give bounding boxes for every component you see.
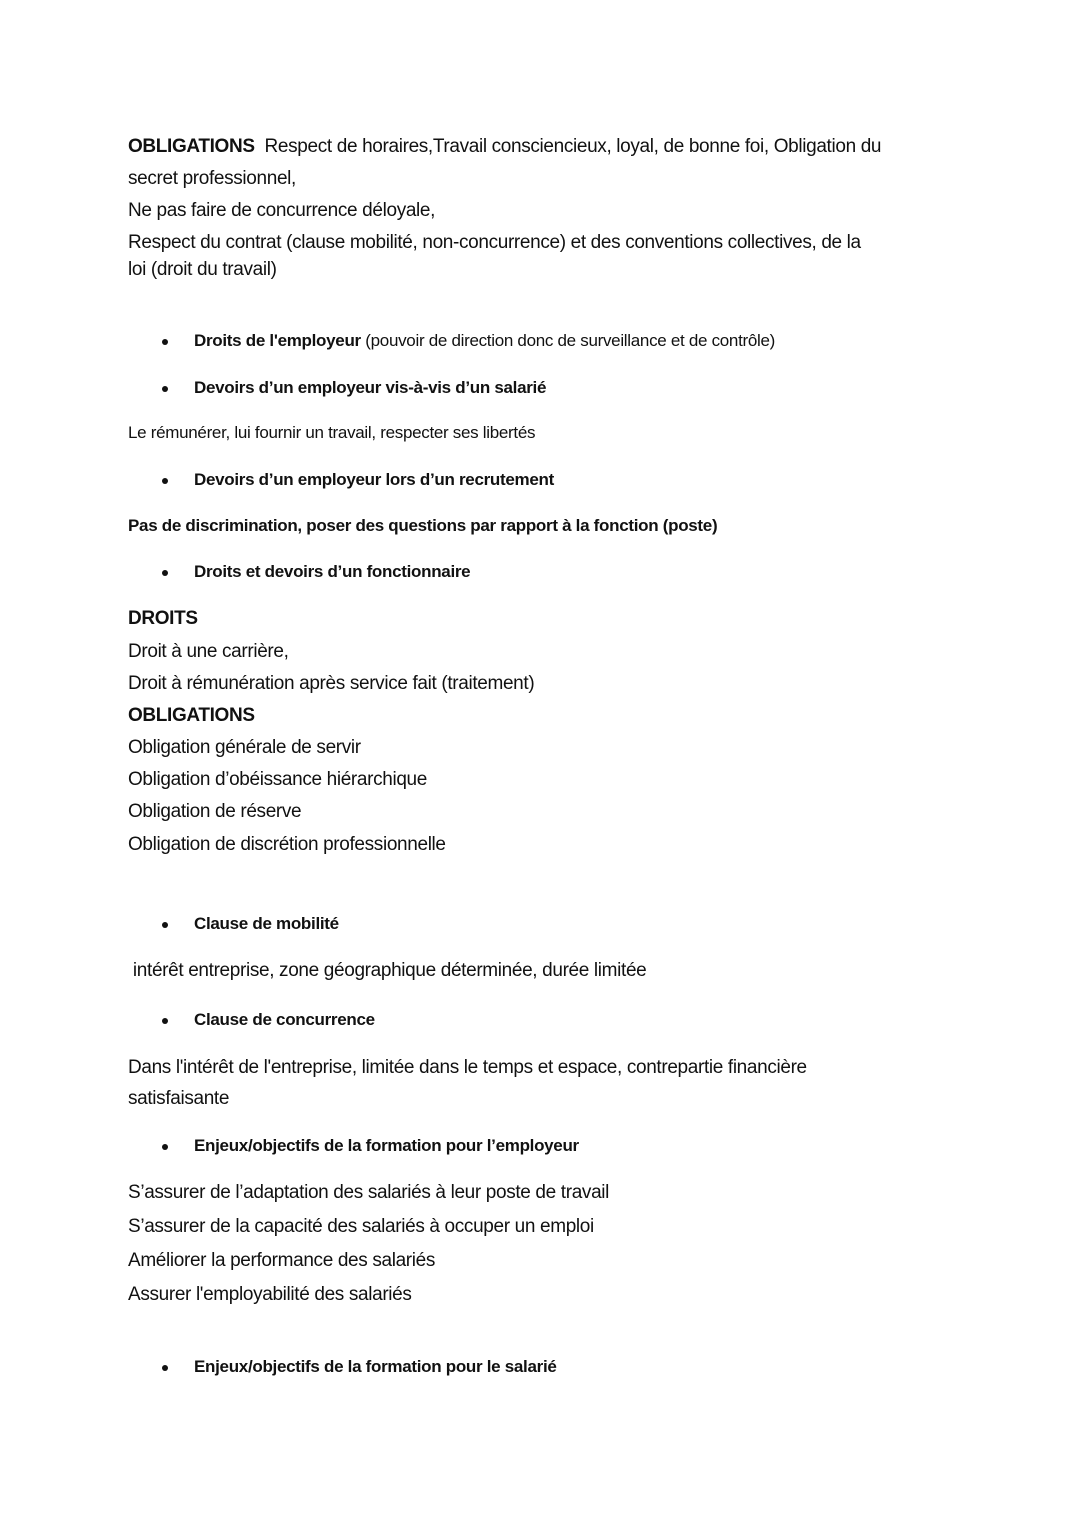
bullet-item [160, 468, 554, 492]
text: Respect de horaires,Travail consciencieux, loyal, de bonne foi, Obligation du [264, 136, 882, 157]
bullet-item [160, 376, 546, 400]
bullet-icon [160, 912, 194, 936]
bullet-item [160, 1134, 579, 1158]
paragraph-line: Obligation générale de servir [128, 737, 361, 758]
paragraph-line: S’assurer de l’adaptation des salariés à leur poste de travail [128, 1182, 610, 1203]
paragraph-line: Droit à rémunération après service fait (traitement) [128, 673, 535, 694]
bullet-icon [160, 1134, 194, 1158]
bullet-icon [160, 468, 194, 492]
paragraph-line: Ne pas faire de concurrence déloyale, [128, 200, 436, 221]
bullet-title: Droits de l'employeur [194, 331, 361, 350]
paragraph-line: Améliorer la performance des salariés [128, 1250, 436, 1271]
paragraph-line: secret professionnel, [128, 168, 296, 189]
bullet-icon [160, 1008, 194, 1032]
paragraph-line: Obligation d’obéissance hiérarchique [128, 769, 427, 790]
bullet-icon [160, 1355, 194, 1379]
obligations-heading: OBLIGATIONS [128, 705, 255, 726]
bullet-item [160, 329, 775, 353]
paragraph-line: Pas de discrimination, poser des questions par rapport à la fonction (poste) [128, 516, 718, 535]
paragraph-line: Obligation de discrétion professionnelle [128, 834, 446, 855]
paragraph-line: S’assurer de la capacité des salariés à occuper un emploi [128, 1216, 594, 1237]
paragraph-line: Le rémunérer, lui fournir un travail, respecter ses libertés [128, 423, 536, 442]
bullet-item [160, 912, 339, 936]
bullet-title: Enjeux/objectifs de la formation pour l’employeur [194, 1136, 579, 1155]
bullet-title: Droits et devoirs d’un fonctionnaire [194, 562, 471, 581]
paragraph-line: intérêt entreprise, zone géographique déterminée, durée limitée [128, 960, 647, 981]
paragraph-line: satisfaisante [128, 1088, 230, 1109]
bullet-title: Devoirs d’un employeur vis-à-vis d’un salarié [194, 378, 547, 397]
bullet-detail: (pouvoir de direction donc de surveillance et de contrôle) [365, 331, 776, 350]
obligations-heading: OBLIGATIONS [128, 136, 255, 157]
paragraph-line: Dans l'intérêt de l'entreprise, limitée dans le temps et espace, contrepartie financière [128, 1057, 807, 1078]
bullet-item [160, 1008, 375, 1032]
paragraph-line: Respect du contrat (clause mobilité, non-concurrence) et des conventions collectives, de la [128, 232, 861, 253]
bullet-title: Enjeux/objectifs de la formation pour le salarié [194, 1357, 557, 1376]
bullet-icon [160, 376, 194, 400]
bullet-title: Clause de mobilité [194, 914, 339, 933]
bullet-title: Clause de concurrence [194, 1010, 375, 1029]
bullet-item [160, 560, 470, 584]
droits-heading: DROITS [128, 608, 198, 629]
paragraph-line: Obligation de réserve [128, 801, 302, 822]
bullet-icon [160, 560, 194, 584]
paragraph-line [128, 135, 881, 159]
paragraph-line: Droit à une carrière, [128, 641, 289, 662]
bullet-icon [160, 329, 194, 353]
paragraph-line: loi (droit du travail) [128, 259, 277, 280]
bullet-item [160, 1355, 557, 1379]
bullet-title: Devoirs d’un employeur lors d’un recrutement [194, 470, 554, 489]
paragraph-line: Assurer l'employabilité des salariés [128, 1284, 412, 1305]
